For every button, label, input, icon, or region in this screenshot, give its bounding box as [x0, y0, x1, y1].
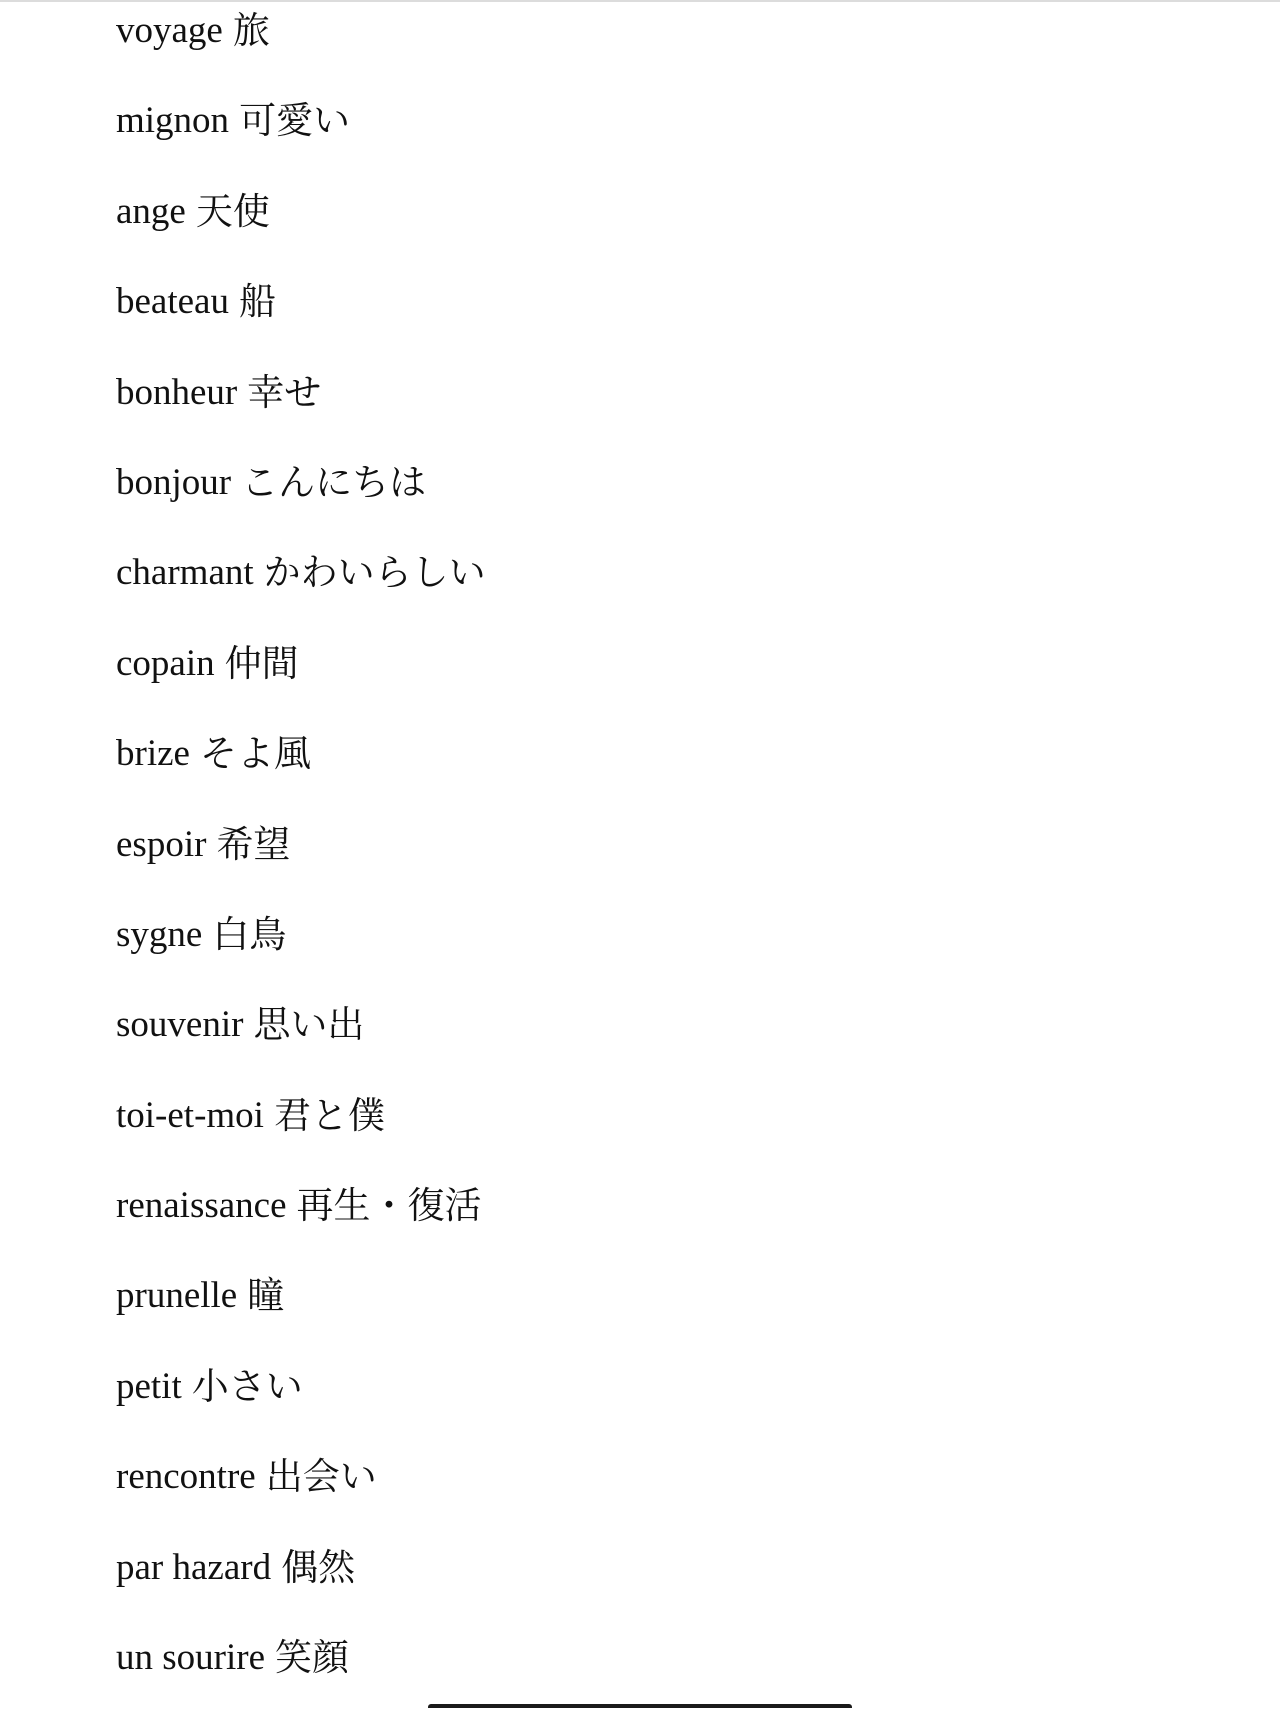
french-word: bonjour: [116, 461, 232, 503]
vocabulary-item: [116, 452, 486, 542]
japanese-translation: 幸せ: [247, 370, 322, 414]
home-indicator[interactable]: [428, 1704, 852, 1708]
french-word: renaissance: [116, 1185, 287, 1227]
vocabulary-item: [116, 181, 486, 271]
japanese-translation: 天使: [195, 189, 270, 233]
vocabulary-item: [116, 362, 486, 452]
vocabulary-item: [116, 633, 486, 723]
vocabulary-item: [116, 271, 486, 361]
french-word: ange: [116, 190, 186, 232]
japanese-translation: 君と僕: [273, 1093, 385, 1137]
vocabulary-item: [116, 542, 486, 632]
japanese-translation: 思い出: [253, 1003, 365, 1047]
french-word: bonheur: [116, 371, 238, 413]
japanese-translation: 希望: [216, 822, 291, 866]
japanese-translation: 小さい: [191, 1364, 303, 1408]
french-word: espoir: [116, 823, 207, 865]
japanese-translation: 仲間: [224, 641, 299, 685]
french-word: souvenir: [116, 1004, 244, 1046]
french-word: prunelle: [116, 1275, 238, 1317]
japanese-translation: 旅: [232, 9, 270, 52]
japanese-translation: 再生・復活: [296, 1184, 482, 1228]
japanese-translation: 白鳥: [212, 912, 287, 956]
french-word: petit: [116, 1365, 182, 1407]
french-word: brize: [116, 733, 190, 775]
vocabulary-item: [116, 1356, 486, 1446]
french-word: toi-et-moi: [116, 1094, 264, 1136]
vocabulary-item: [116, 994, 486, 1084]
japanese-translation: 可愛い: [239, 99, 351, 143]
french-word: par hazard: [116, 1546, 272, 1588]
japanese-translation: 偶然: [281, 1545, 356, 1589]
vocabulary-item: [116, 904, 486, 994]
japanese-translation: こんにちは: [241, 460, 427, 504]
japanese-translation: 瞳: [247, 1274, 285, 1318]
french-word: voyage: [116, 10, 223, 51]
vocabulary-item: [116, 723, 486, 813]
french-word: un sourire: [116, 1637, 265, 1679]
french-word: charmant: [116, 552, 254, 594]
vocabulary-item: [116, 1537, 486, 1627]
vocabulary-item: [116, 814, 486, 904]
japanese-translation: 船: [238, 280, 276, 324]
vocabulary-item: [116, 1446, 486, 1536]
french-word: rencontre: [116, 1456, 256, 1498]
french-word: beateau: [116, 281, 229, 323]
vocabulary-item: [116, 1175, 486, 1265]
japanese-translation: かわいらしい: [263, 551, 486, 595]
french-word: mignon: [116, 100, 230, 142]
japanese-translation: そよ風: [199, 732, 311, 776]
japanese-translation: 出会い: [265, 1455, 377, 1499]
french-word: sygne: [116, 913, 203, 955]
vocabulary-list: [116, 0, 486, 1717]
french-word: copain: [116, 642, 215, 684]
vocabulary-item: [116, 1265, 486, 1355]
japanese-translation: 笑顔: [275, 1636, 349, 1680]
vocabulary-item: [116, 90, 486, 180]
vocabulary-item: [116, 1085, 486, 1175]
vocabulary-item: [116, 0, 486, 90]
